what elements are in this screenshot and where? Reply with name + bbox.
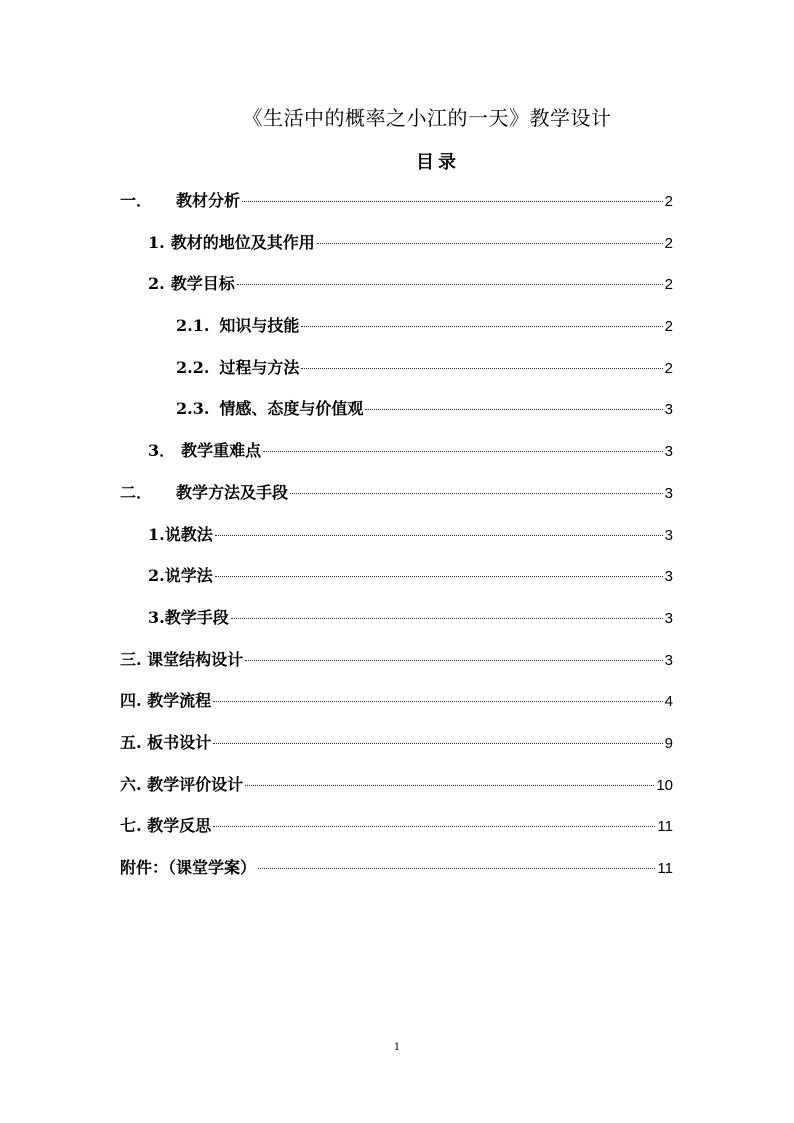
dot-leader <box>301 368 662 369</box>
toc-entry-label: 三. 课堂结构设计 <box>120 649 244 669</box>
dot-leader <box>213 743 663 744</box>
toc-page-number: 2 <box>664 193 673 210</box>
dot-leader <box>290 493 663 494</box>
dot-leader <box>237 284 663 285</box>
dot-leader <box>365 409 662 410</box>
table-of-contents <box>120 186 673 895</box>
toc-entry-label: 一． 教材分析 <box>120 191 241 210</box>
toc-entry-appendix[interactable] <box>120 853 673 895</box>
toc-entry-blackboard-design[interactable] <box>120 728 673 770</box>
toc-entry-knowledge-skills[interactable] <box>120 311 673 353</box>
toc-entry-label: 2. 教学目标 <box>148 274 235 294</box>
toc-page-number: 3 <box>664 443 673 461</box>
toc-page-number: 10 <box>656 776 673 794</box>
toc-entry-teaching-methods[interactable] <box>120 478 673 520</box>
toc-entry-teaching-tools[interactable] <box>120 603 673 645</box>
dot-leader <box>245 785 654 786</box>
toc-entry-label: 1. 教材的地位及其作用 <box>148 232 315 252</box>
dot-leader <box>215 535 663 536</box>
dot-leader <box>258 868 655 869</box>
toc-page-number: 2 <box>664 318 673 336</box>
toc-entry-label: 2.2. 过程与方法 <box>176 357 300 377</box>
toc-page-number: 9 <box>664 734 673 752</box>
toc-entry-evaluation-design[interactable] <box>120 770 673 812</box>
toc-heading: 目录 <box>416 152 460 173</box>
toc-page-number: 4 <box>664 693 673 711</box>
dot-leader <box>213 701 663 702</box>
toc-page-number: 3 <box>664 401 673 419</box>
toc-entry-textbook-analysis[interactable] <box>120 186 673 228</box>
toc-entry-label: 2.3. 情感、态度与价值观 <box>176 399 364 419</box>
toc-entry-label: 四. 教学流程 <box>120 691 212 711</box>
toc-entry-teaching-process[interactable] <box>120 686 673 728</box>
dot-leader <box>263 451 663 452</box>
toc-entry-label: 2.1. 知识与技能 <box>176 316 300 336</box>
toc-page-number: 2 <box>664 359 673 377</box>
toc-page-number: 11 <box>657 860 673 877</box>
toc-entry-class-structure[interactable] <box>120 645 673 687</box>
toc-page-number: 3 <box>664 651 673 669</box>
toc-page-number: 3 <box>664 609 673 627</box>
toc-entry-textbook-role[interactable] <box>120 228 673 270</box>
toc-page-number: 2 <box>664 276 673 294</box>
dot-leader <box>213 826 655 827</box>
dot-leader <box>245 660 663 661</box>
dot-leader <box>231 618 663 619</box>
toc-entry-process-methods[interactable] <box>120 353 673 395</box>
dot-leader <box>242 201 663 202</box>
dot-leader <box>215 576 663 577</box>
toc-entry-label: 3． 教学重难点 <box>148 441 262 461</box>
toc-entry-label: 七. 教学反思 <box>120 816 212 836</box>
toc-page-number: 3 <box>664 526 673 544</box>
toc-entry-key-difficulties[interactable] <box>120 436 673 478</box>
toc-entry-teaching-reflection[interactable] <box>120 811 673 853</box>
toc-page-number: 3 <box>664 568 673 586</box>
toc-entry-emotions-values[interactable] <box>120 394 673 436</box>
page-number: 1 <box>393 1042 401 1053</box>
toc-page-number: 11 <box>657 818 673 836</box>
toc-entry-label: 1.说教法 <box>148 524 213 544</box>
toc-entry-label: 2.说学法 <box>148 566 213 586</box>
toc-entry-label: 六. 教学评价设计 <box>120 774 244 794</box>
toc-entry-learning-approach[interactable] <box>120 561 673 603</box>
document-title: 《生活中的概率之小江的一天》教学设计 <box>242 106 612 130</box>
toc-entry-label: 五. 板书设计 <box>120 732 212 752</box>
dot-leader <box>317 243 663 244</box>
toc-entry-teaching-approach[interactable] <box>120 520 673 562</box>
toc-entry-teaching-objectives[interactable] <box>120 269 673 311</box>
toc-entry-label: 3.教学手段 <box>148 607 229 627</box>
dot-leader <box>301 326 662 327</box>
toc-entry-label: 附件：（课堂学案） <box>120 858 257 877</box>
toc-entry-label: 二． 教学方法及手段 <box>120 482 289 502</box>
toc-page-number: 2 <box>664 234 673 252</box>
toc-page-number: 3 <box>664 484 673 502</box>
